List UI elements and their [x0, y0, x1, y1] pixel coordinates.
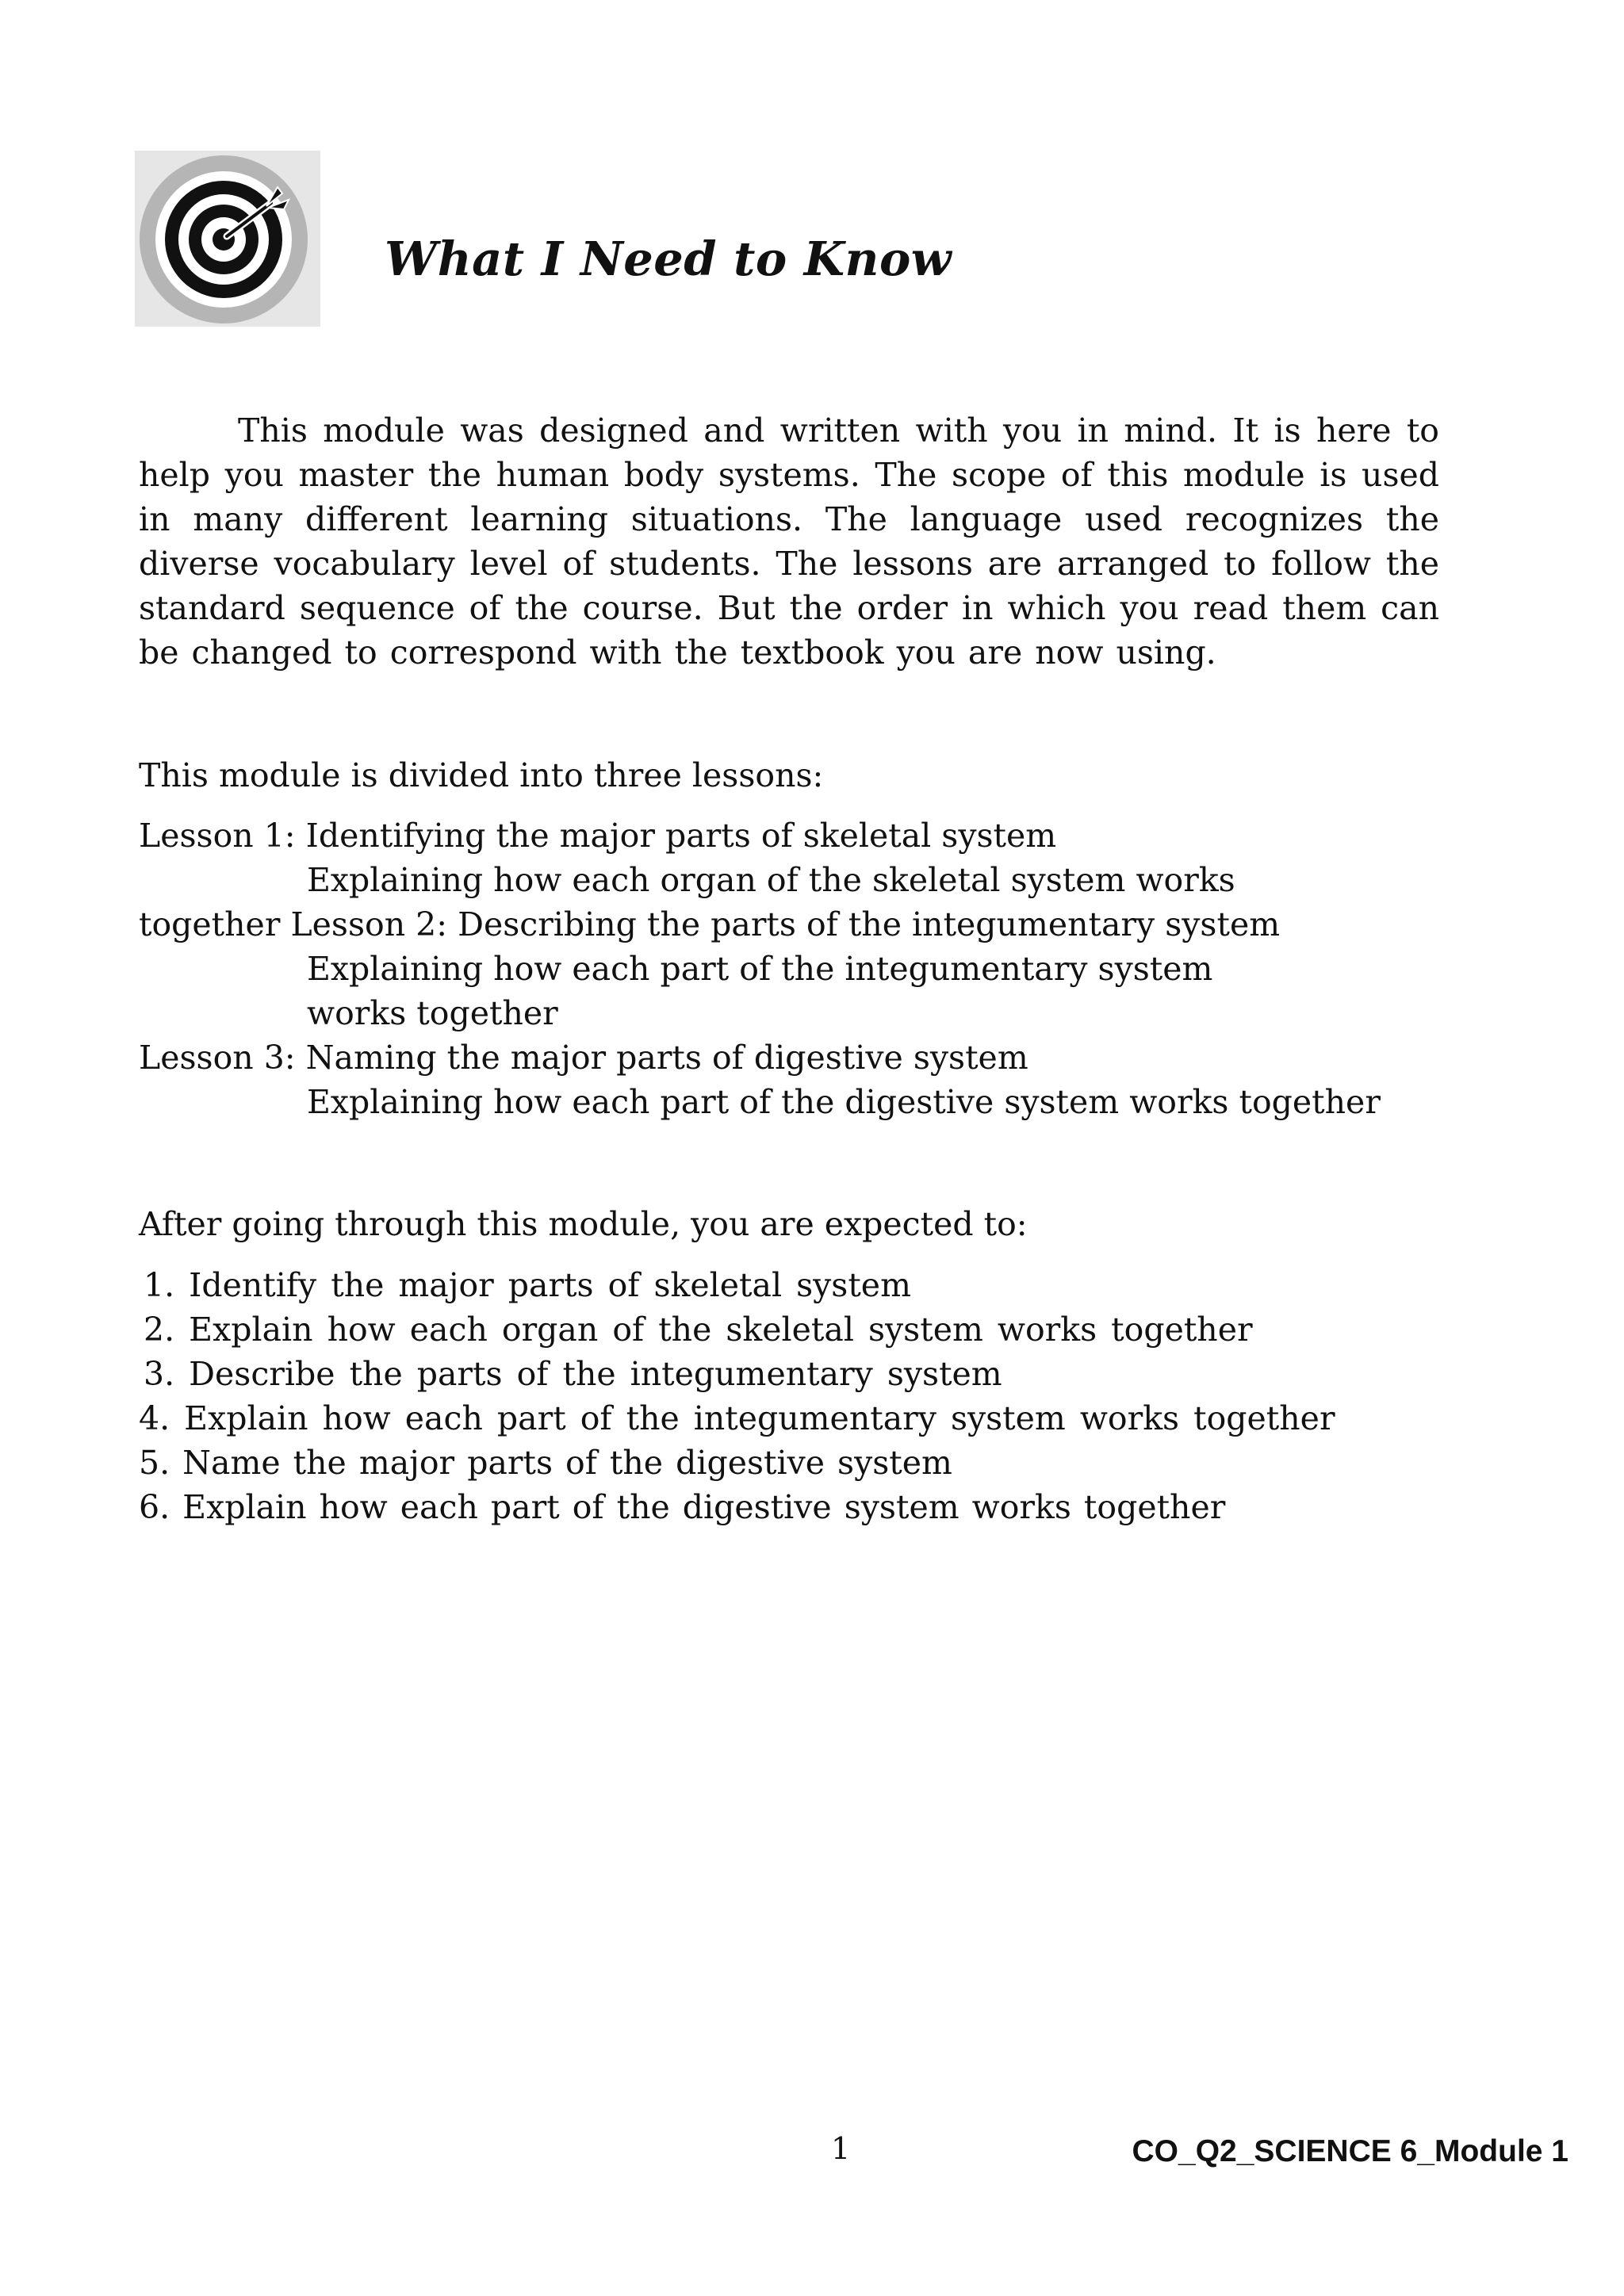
objective-number: 2. [144, 1311, 175, 1349]
objective-text: Describe the parts of the integumentary system [189, 1355, 1002, 1393]
lesson-line: works together [307, 994, 558, 1032]
page-number: 1 [831, 2131, 851, 2166]
intro-paragraph: This module was designed and written with you in mind. It is here to help you master the human body systems. The scope of this module is used in many different learning situations. The language used recognizes the diverse vocabulary level of students. The lessons are arranged to follow the standard sequence of the course. But the order in which you read them can be changed to correspond with the textbook you are now using. [139, 411, 1439, 672]
objectives-list [139, 1263, 1335, 1529]
lessons-intro: This module is divided into three lessons: [139, 756, 824, 794]
objective-number: 6. [139, 1488, 170, 1526]
objective-text: Explain how each organ of the skeletal system works together [189, 1311, 1253, 1349]
objective-item [139, 1352, 1335, 1396]
objective-item [139, 1307, 1335, 1352]
objective-text: Name the major parts of the digestive system [182, 1444, 952, 1482]
objective-number: 3. [144, 1355, 175, 1393]
objective-item [139, 1485, 1335, 1529]
lesson-line: Explaining how each part of the digestive system works together [307, 1083, 1381, 1121]
objective-number: 5. [139, 1444, 170, 1482]
objective-number: 4. [139, 1399, 170, 1437]
objective-number: 1. [144, 1266, 175, 1304]
lesson-line: Lesson 1: Identifying the major parts of skeletal system [139, 817, 1057, 855]
expectations-intro: After going through this module, you are expected to: [139, 1205, 1028, 1243]
objective-item [139, 1441, 1335, 1485]
objective-text: Explain how each part of the integumentary system works together [184, 1399, 1335, 1437]
target-dartboard-icon [135, 151, 320, 327]
objective-text: Explain how each part of the digestive system works together [182, 1488, 1226, 1526]
lesson-line: Explaining how each organ of the skeletal system works [307, 861, 1235, 899]
lesson-line: Explaining how each part of the integumentary system [307, 950, 1213, 988]
objective-item [139, 1263, 1335, 1307]
objective-item [139, 1396, 1335, 1441]
lesson-line: together Lesson 2: Describing the parts of the integumentary system [139, 905, 1281, 943]
objective-text: Identify the major parts of skeletal system [189, 1266, 911, 1304]
lesson-line: Lesson 3: Naming the major parts of digestive system [139, 1039, 1028, 1077]
section-title: What I Need to Know [385, 232, 952, 286]
lesson-list [139, 813, 1381, 1124]
module-code: CO_Q2_SCIENCE 6_Module 1 [1132, 2134, 1568, 2168]
